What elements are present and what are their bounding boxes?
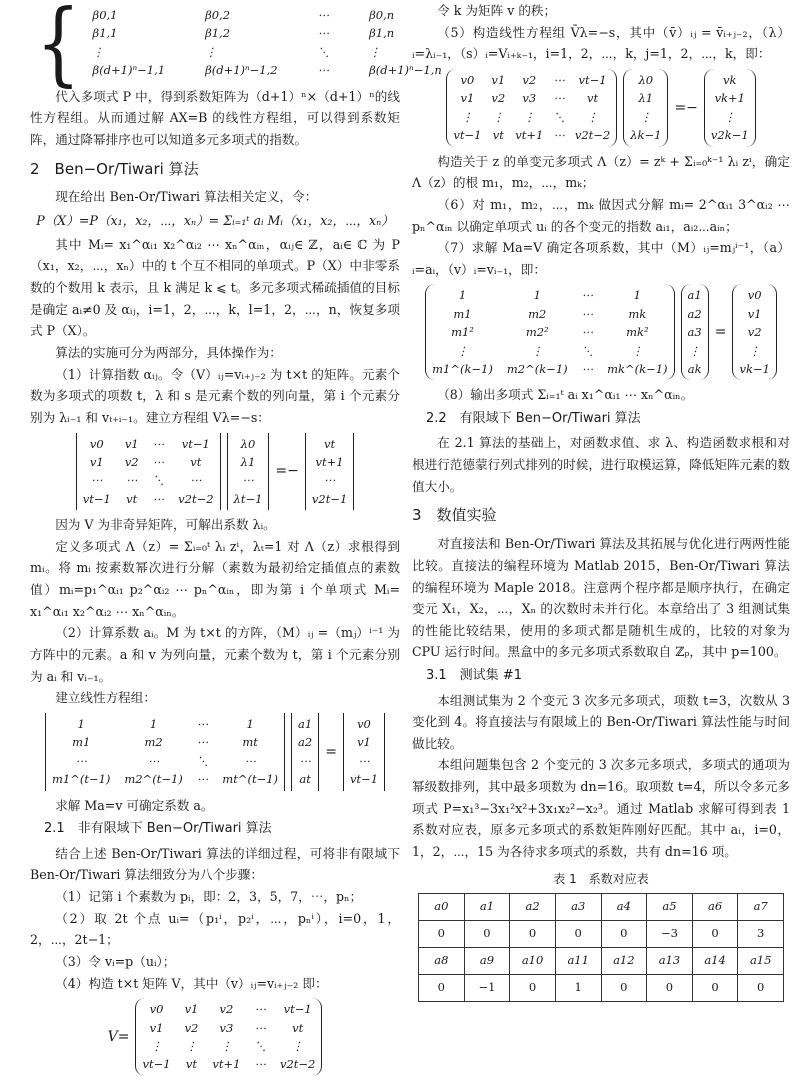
paragraph: （1）记第 i 个素数为 pᵢ，即：2，3，5，7，⋯，pₙ； bbox=[55, 888, 363, 904]
matrix-cell: vt−1 bbox=[283, 1002, 312, 1017]
matrix-cell: β(d+1)ⁿ−1,2 bbox=[205, 63, 278, 78]
vector-cell: ⋯ bbox=[323, 473, 336, 488]
vector-cell: ⋮ bbox=[724, 109, 736, 124]
matrix-cell: ⋯ bbox=[190, 473, 202, 488]
vector-cell: vk bbox=[723, 72, 737, 87]
vector-cell: ⋮ bbox=[640, 109, 652, 124]
section-heading: 3 数值实验 bbox=[412, 506, 497, 525]
vector-cell: v2 bbox=[747, 325, 762, 340]
matrix-cell: 1 bbox=[149, 717, 158, 732]
table-cell: 0 bbox=[647, 975, 693, 1002]
matrix-cell: ⋮ bbox=[531, 343, 543, 358]
matrix-cell: mk bbox=[628, 306, 647, 321]
vector-cell: ⋮ bbox=[688, 343, 701, 358]
matrix-cell: m1² bbox=[451, 325, 474, 340]
vector-cell: ⋯ bbox=[299, 753, 311, 768]
vector-cell: v1 bbox=[747, 306, 762, 321]
vector-cell: vt−1 bbox=[349, 772, 379, 787]
matrix-cell: m1^(t−1) bbox=[51, 772, 111, 787]
matrix-cell: ⋮ bbox=[523, 109, 536, 124]
matrix-cell: ⋮ bbox=[456, 343, 469, 358]
left-brace: { bbox=[36, 0, 81, 97]
matrix-cell: ⋱ bbox=[196, 753, 209, 768]
matrix-cell: ⋱ bbox=[317, 44, 330, 59]
matrix-cell: ⋮ bbox=[150, 1038, 163, 1053]
v-matrix-definition bbox=[30, 998, 400, 1076]
matrix-cell: v2 bbox=[219, 1002, 234, 1017]
matrix-cell: ⋯ bbox=[196, 717, 209, 732]
paragraph: （4）构造 t×t 矩阵 V，其中（v）ᵢⱼ=vᵢ₊ⱼ₋₂ 即： bbox=[55, 975, 328, 991]
m-a-equation-k bbox=[412, 284, 790, 380]
matrix-cell: ⋮ bbox=[492, 109, 505, 124]
matrix-cell: v1 bbox=[89, 454, 104, 469]
subsection-heading: 2.2 有限域下 Ben−Or/Tiwari 算法 bbox=[426, 411, 641, 427]
vbar-lambda-equation bbox=[412, 69, 790, 147]
table-cell: 3 bbox=[738, 921, 784, 948]
matrix-cell: vt bbox=[292, 1020, 304, 1035]
vector-cell: v0 bbox=[357, 717, 371, 732]
table-row bbox=[419, 948, 784, 975]
paragraph: （7）求解 Ma=V 确定各项系数，其中（M）ᵢⱼ=mⱼⁱ⁻¹，（a）ᵢ=aᵢ，（v）ᵢ=vᵢ₋₁，即： bbox=[412, 240, 790, 277]
s-vector bbox=[305, 433, 354, 511]
paragraph: 在 2.1 算法的基础上，对函数求值、求 λ、构造函数求根和对根进行范德蒙行列式排列的时候，进行取模运算，降低矩阵元素的数值大小。 bbox=[412, 435, 790, 494]
matrix-label: V= bbox=[107, 1028, 130, 1045]
vector-cell: a3 bbox=[687, 325, 702, 340]
matrix-cell: v2t−2 bbox=[574, 128, 611, 143]
matrix-cell: ⋯ bbox=[317, 8, 330, 22]
vector-cell: λk−1 bbox=[630, 128, 662, 143]
paragraph: 算法的实施可分为两部分，具体操作为： bbox=[55, 344, 282, 360]
matrix-cell: ⋮ bbox=[631, 343, 644, 358]
table-cell: a11 bbox=[555, 948, 601, 975]
matrix-cell: 1 bbox=[458, 288, 467, 303]
vector-cell: vt+1 bbox=[315, 454, 344, 469]
matrix-cell: m2² bbox=[525, 325, 549, 340]
vbar-matrix bbox=[446, 69, 617, 147]
matrix-cell: vt bbox=[185, 1057, 198, 1072]
table-cell: a3 bbox=[555, 894, 601, 921]
subsection-heading: 3.1 测试集 #1 bbox=[426, 668, 522, 684]
table-cell: 0 bbox=[601, 921, 647, 948]
paragraph: 建立线性方程组： bbox=[55, 690, 156, 706]
table-cell: 1 bbox=[555, 975, 601, 1002]
a-vector bbox=[681, 284, 709, 380]
vector-cell: vt bbox=[324, 436, 336, 451]
vector-cell: λ0 bbox=[638, 72, 654, 87]
table-cell: −3 bbox=[647, 921, 693, 948]
matrix-cell: ⋮ bbox=[369, 44, 381, 59]
matrix-cell: vt−1 bbox=[453, 128, 482, 143]
table-cell: a5 bbox=[647, 894, 693, 921]
matrix-cell: v1 bbox=[184, 1002, 199, 1017]
coefficient-table bbox=[418, 893, 784, 1002]
matrix-cell: 1 bbox=[77, 717, 85, 732]
beta-matrix bbox=[87, 4, 448, 82]
matrix-cell: ⋱ bbox=[553, 109, 565, 124]
matrix-cell: v1 bbox=[491, 72, 506, 87]
equals-minus: =− bbox=[674, 99, 698, 116]
matrix-cell: v2 bbox=[184, 1020, 199, 1035]
matrix-cell: v2 bbox=[491, 91, 506, 106]
paragraph: （5）构造线性方程组 V̄λ=−s，其中（v̄）ᵢⱼ = v̄ᵢ₊ⱼ₋₂，（λ）ᵢ=λᵢ₋₁，（s）ᵢ=Vᵢ₊ₖ₋₁，i=1，2，⋯，k，j=1，2，⋯，k，即： bbox=[412, 24, 790, 62]
matrix-cell: vt−1 bbox=[181, 436, 210, 451]
matrix-cell: ⋯ bbox=[553, 91, 565, 106]
vector-cell: vk−1 bbox=[739, 362, 770, 377]
vector-cell: λt−1 bbox=[233, 491, 263, 506]
matrix-cell: ⋯ bbox=[196, 735, 209, 750]
matrix-cell: β0,n bbox=[369, 8, 395, 22]
m-matrix-k bbox=[425, 284, 674, 380]
matrix-cell: ⋱ bbox=[581, 343, 594, 358]
paragraph: （8）输出多项式 Σᵢ₌₁ᵗ aᵢ x₁^αᵢ₁ ⋯ xₙ^αᵢₙ。 bbox=[437, 387, 694, 403]
matrix-cell: m2 bbox=[528, 306, 547, 321]
table-row bbox=[419, 975, 784, 1002]
paragraph: 因为 V 为非奇异矩阵，可解出系数 λᵢ。 bbox=[55, 517, 276, 533]
matrix-cell: β(d+1)ⁿ−1,n bbox=[369, 63, 442, 78]
equals: = bbox=[325, 743, 337, 760]
matrix-cell: ⋯ bbox=[581, 306, 594, 321]
matrix-cell: vt−1 bbox=[578, 72, 607, 87]
table-cell: 0 bbox=[510, 975, 556, 1002]
vector-cell: a2 bbox=[298, 735, 313, 750]
table-cell: a10 bbox=[510, 948, 556, 975]
paragraph: 定义多项式 Λ（z）= Σᵢ₌₀ᵗ λᵢ zⁱ，λₜ=1 对 Λ（z）求根得到 mᵢ。将 mᵢ 按素数幂次进行分解（素数为最初给定插值点的素数值）mᵢ=p₁^αᵢ₁ p₂^αᵢ₂ ⋯ pₙ^αᵢₙ，即为第 i 个单项式 Mᵢ= x₁^αᵢ₁ x₂^αᵢ₂ ⋯ xₙ^αᵢₙ。 bbox=[30, 538, 400, 619]
matrix-cell: ⋮ bbox=[92, 44, 105, 59]
matrix-cell: ⋱ bbox=[152, 473, 165, 488]
matrix-cell: vt−1 bbox=[142, 1057, 171, 1072]
vector-cell: ⋯ bbox=[242, 473, 254, 488]
lambda-vector bbox=[227, 433, 270, 511]
table-cell: a6 bbox=[692, 894, 738, 921]
vector-cell: at bbox=[299, 772, 311, 787]
m-matrix bbox=[45, 713, 285, 791]
matrix-cell: ⋯ bbox=[317, 63, 330, 78]
matrix-cell: 1 bbox=[533, 288, 541, 303]
formula: P（X）=P（x₁，x₂，⋯，xₙ）= Σᵢ₌₁ᵗ aᵢ Mᵢ（x₁，x₂，⋯，xₙ） bbox=[36, 212, 394, 228]
vector-cell: ⋯ bbox=[358, 753, 370, 768]
matrix-cell: ⋯ bbox=[553, 128, 565, 143]
table-cell: a15 bbox=[738, 948, 784, 975]
table-cell: 0 bbox=[738, 975, 784, 1002]
v-vector bbox=[732, 284, 776, 380]
matrix-cell: β1,1 bbox=[92, 26, 118, 41]
matrix-cell: ⋯ bbox=[152, 436, 165, 451]
matrix-cell: v0 bbox=[460, 72, 475, 87]
vector-cell: ⋮ bbox=[748, 343, 761, 358]
matrix-cell: v1 bbox=[460, 91, 475, 106]
table-row bbox=[419, 894, 784, 921]
v-matrix bbox=[76, 433, 221, 511]
matrix-cell: ⋮ bbox=[220, 1038, 233, 1053]
vector-cell: vk+1 bbox=[714, 91, 745, 106]
matrix-cell: vt bbox=[190, 454, 202, 469]
table-cell: 0 bbox=[419, 921, 465, 948]
matrix-cell: ⋯ bbox=[91, 473, 103, 488]
matrix-cell: ⋯ bbox=[254, 1057, 266, 1072]
equals: = bbox=[714, 324, 727, 341]
matrix-cell: ⋯ bbox=[196, 772, 209, 787]
matrix-cell: ⋯ bbox=[152, 454, 165, 469]
matrix-cell: ⋮ bbox=[461, 109, 474, 124]
table-cell: a4 bbox=[601, 894, 647, 921]
v-vector bbox=[343, 713, 385, 791]
matrix-cell: vt bbox=[586, 91, 599, 106]
matrix-cell: v3 bbox=[522, 91, 537, 106]
table-cell: a0 bbox=[419, 894, 465, 921]
matrix-cell: β0,2 bbox=[205, 8, 231, 22]
matrix-cell: vt+1 bbox=[212, 1057, 241, 1072]
matrix-cell: ⋯ bbox=[581, 325, 594, 340]
table-cell: 0 bbox=[692, 921, 738, 948]
paragraph: 对直接法和 Ben-Or/Tiwari 算法及其拓展与优化进行两两性能比较。直接法的编程环境为 Matlab 2015，Ben-Or/Tiwari 算法的编程环境为 Maple 2018。注意两个程序都是顺序执行，在确定变元 X₁，X₂，⋯，Xₙ 的次数时未并行化。本章给出了 3 组测试集的性能比较结果，使用的多项式都是随机生成的，比较的对象为 CPU 运行时间。黑盒中的多元多项式系数取自 ℤₚ，其中 p=100。 bbox=[412, 536, 790, 660]
table-cell: a8 bbox=[419, 948, 465, 975]
matrix-cell: m2 bbox=[144, 735, 163, 750]
table-cell: 0 bbox=[601, 975, 647, 1002]
matrix-cell: ⋯ bbox=[244, 753, 256, 768]
matrix-cell: ⋯ bbox=[581, 288, 594, 303]
v-lambda-equation bbox=[30, 433, 400, 511]
matrix-cell: ⋯ bbox=[75, 753, 87, 768]
paragraph: 代入多项式 P 中，得到系数矩阵为（d+1）ⁿ×（d+1）ⁿ的线性方程组。从而通过解 AX=B 的线性方程组，可以得到系数矩阵，通过降幂排序也可以知道多元多项式的指数。 bbox=[30, 88, 400, 147]
vector-cell: λ0 bbox=[240, 436, 256, 451]
matrix-cell: ⋮ bbox=[205, 44, 217, 59]
vector-cell: v1 bbox=[357, 735, 371, 750]
table-cell: a12 bbox=[601, 948, 647, 975]
paragraph: 求解 Ma=v 可确定系数 a。 bbox=[55, 797, 214, 813]
paragraph: （1）计算指数 αᵢⱼ。令（V）ᵢⱼ=vᵢ₊ⱼ₋₂ 为 t×t 的矩阵。元素个数为多项式的项数 t，λ 和 s 是元素个数的列向量，第 i 个元素分别为 λᵢ₋₁ 和 vₜ₊ᵢ₋₁。建立方程组 Vλ=−s： bbox=[30, 366, 400, 425]
paragraph: 令 k 为矩阵 v 的秩； bbox=[437, 3, 557, 18]
paragraph: （2）取 2t 个点 uᵢ=（p₁ⁱ，p₂ⁱ，⋯，pₙⁱ），i=0，1，2，⋯，2t−1； bbox=[30, 910, 400, 948]
right-column bbox=[412, 0, 790, 1002]
paragraph: 本组问题集包含 2 个变元的 3 次多元多项式，多项式的通项为幂级数排列，其中最多项数为 dn=16。取项数 t=4，所以令多元多项式 P=x₁³−3x₁²x²+3x₁x₂²−x₂³。通过 Matlab 求解可得到表 1 系数对应表，原多元多项式的系数矩阵刚好匹配。其中 aᵢ，i=0，1，2，⋯，15 为各待求多项式的系数，共有 dn=16 项。 bbox=[412, 757, 790, 860]
vector-cell: v0 bbox=[747, 288, 762, 303]
matrix-cell: mt^(t−1) bbox=[222, 772, 279, 787]
matrix-cell: v1 bbox=[124, 436, 139, 451]
matrix-cell: vt bbox=[126, 491, 138, 506]
table-row bbox=[419, 921, 784, 948]
matrix-cell: ⋮ bbox=[185, 1038, 198, 1053]
matrix-cell: m2^(k−1) bbox=[506, 362, 568, 377]
matrix-cell: ⋮ bbox=[586, 109, 599, 124]
paragraph: 本组测试集为 2 个变元 3 次多元多项式，项数 t=3，次数从 3 变化到 4。将直接法与有限域上的 Ben-Or/Tiwari 算法性能与时间做比较。 bbox=[412, 692, 790, 751]
s-vector bbox=[704, 69, 756, 147]
matrix-cell: β1,n bbox=[369, 26, 395, 41]
table-cell: a9 bbox=[464, 948, 510, 975]
matrix-cell: mk² bbox=[626, 325, 649, 340]
matrix-cell: ⋯ bbox=[553, 72, 565, 87]
matrix-cell: v1 bbox=[149, 1020, 164, 1035]
matrix-cell: vt+1 bbox=[515, 128, 544, 143]
matrix-cell: v3 bbox=[219, 1020, 234, 1035]
matrix-cell: v2t−2 bbox=[178, 491, 214, 506]
matrix-cell: v2 bbox=[124, 454, 139, 469]
matrix-cell: m1 bbox=[453, 306, 472, 321]
vector-cell: a1 bbox=[298, 717, 313, 732]
matrix-cell: ⋯ bbox=[317, 26, 330, 41]
matrix-cell: 1 bbox=[246, 717, 254, 732]
matrix-cell: m2^(t−1) bbox=[124, 772, 183, 787]
vector-cell: ak bbox=[687, 362, 702, 377]
matrix-cell: β1,2 bbox=[205, 26, 231, 41]
vector-cell: v2t−1 bbox=[311, 491, 348, 506]
matrix-cell: v0 bbox=[149, 1002, 164, 1017]
matrix-cell: ⋱ bbox=[254, 1038, 266, 1053]
equals-minus: =− bbox=[275, 463, 299, 480]
table-cell: 0 bbox=[510, 921, 556, 948]
table-cell: −1 bbox=[464, 975, 510, 1002]
matrix-cell: 1 bbox=[633, 288, 641, 303]
matrix-cell: β(d+1)ⁿ−1,1 bbox=[92, 63, 166, 78]
table-cell: a14 bbox=[692, 948, 738, 975]
table-cell: a7 bbox=[738, 894, 784, 921]
table-cell: 0 bbox=[464, 921, 510, 948]
matrix-cell: ⋯ bbox=[581, 362, 594, 377]
subsection-heading: 2.1 非有限域下 Ben−Or/Tiwari 算法 bbox=[44, 821, 272, 837]
matrix-cell: v2t−2 bbox=[279, 1057, 316, 1072]
table-caption: 表 1 系数对应表 bbox=[553, 871, 649, 886]
matrix-cell: vt bbox=[492, 128, 504, 143]
matrix-cell: vt−1 bbox=[82, 491, 111, 506]
matrix-cell: ⋯ bbox=[125, 473, 138, 488]
table-cell: 0 bbox=[555, 921, 601, 948]
section-heading: 2 Ben−Or/Tiwari 算法 bbox=[30, 159, 199, 178]
matrix-cell: v2 bbox=[522, 72, 537, 87]
table-cell: a2 bbox=[510, 894, 556, 921]
m-a-equation bbox=[30, 713, 400, 791]
vector-cell: a1 bbox=[687, 288, 702, 303]
matrix-cell: mk^(k−1) bbox=[607, 362, 668, 377]
matrix-cell: β0,1 bbox=[92, 8, 118, 22]
table-cell: 0 bbox=[419, 975, 465, 1002]
paragraph: 其中 Mᵢ= x₁^αᵢ₁ x₂^αᵢ₂ ⋯ xₙ^αᵢₙ，αᵢⱼ∈ ℤ，aᵢ∈ ℂ 为 P（x₁，x₂，⋯，xₙ）中的 t 个互不相同的单项式。P（X）中非零系数的个数用 k 表示，且 k 满足 k ⩽ t。多元多项式稀疏插值的目标是确定 aᵢ≠0 及 αᵢⱼ，i=1，2，⋯，k，l=1，2，⋯，n，恢复多项式 P（X）。 bbox=[30, 236, 400, 339]
matrix-cell: ⋯ bbox=[254, 1002, 266, 1017]
matrix-cell: m1^(k−1) bbox=[432, 362, 493, 377]
matrix-cell: v0 bbox=[89, 436, 104, 451]
paragraph: （2）计算系数 aᵢ。M 为 t×t 的方阵，（M）ᵢⱼ =（mⱼ）ⁱ⁻¹ 为方阵中的元素。a 和 v 为列向量，元素个数为 t，第 i 个元素分别为 aᵢ 和 vᵢ₋₁。 bbox=[30, 625, 400, 684]
paragraph: 现在给出 Ben-Or/Tiwari 算法相关定义，令： bbox=[55, 189, 318, 205]
table-cell: 0 bbox=[692, 975, 738, 1002]
a-vector bbox=[291, 713, 319, 791]
paragraph: 结合上述 Ben-Or/Tiwari 算法的详细过程，可将非有限域下 Ben-Or/Tiwari 算法细致分为八个步骤： bbox=[30, 845, 400, 883]
table-cell: a13 bbox=[647, 948, 693, 975]
v-matrix-full bbox=[135, 998, 322, 1076]
vector-cell: λ1 bbox=[240, 454, 256, 469]
table-cell: a1 bbox=[464, 894, 510, 921]
paragraph: （3）令 vᵢ=p（uᵢ）； bbox=[55, 953, 176, 969]
matrix-cell: ⋯ bbox=[152, 491, 165, 506]
vector-cell: a2 bbox=[687, 306, 702, 321]
lambda-vector bbox=[623, 69, 668, 147]
paragraph: （6）对 m₁，m₂，⋯，mₖ 做因式分解 mᵢ= 2^αᵢ₁ 3^αᵢ₂ ⋯ pₙ^αᵢₙ 以确定单项式 uᵢ 的各个变元的指数 aᵢ₁，aᵢ₂⋯aᵢₙ； bbox=[412, 196, 790, 234]
paragraph: 构造关于 z 的单变元多项式 Λ（z）= zᵏ + Σᵢ₌₀ᵏ⁻¹ λᵢ zⁱ，确定 Λ（z）的根 m₁，m₂，⋯，mₖ； bbox=[412, 153, 790, 191]
matrix-cell: ⋮ bbox=[291, 1038, 304, 1053]
matrix-cell: m1 bbox=[72, 735, 91, 750]
matrix-cell: mt bbox=[242, 735, 258, 750]
vector-cell: λ1 bbox=[638, 91, 654, 106]
matrix-cell: ⋯ bbox=[254, 1020, 266, 1035]
matrix-cell: ⋯ bbox=[147, 753, 160, 768]
beta-matrix-block bbox=[36, 0, 442, 97]
vector-cell: v2k−1 bbox=[710, 128, 749, 143]
